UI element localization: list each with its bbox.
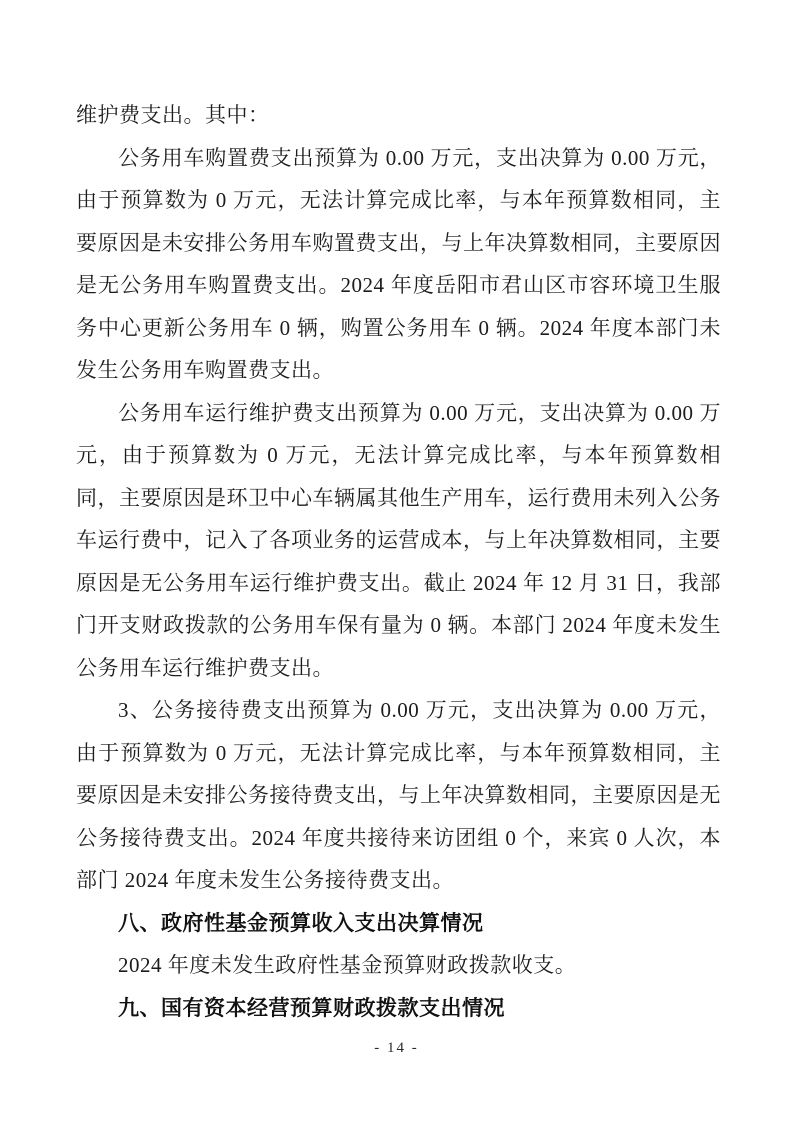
paragraph-official-reception-expense: 3、公务接待费支出预算为 0.00 万元，支出决算为 0.00 万元，由于预算数为 0 万元，无法计算完成比率，与本年预算数相同，主要原因是未安排公务接待费支出，与上年决算数相同，主要原因是无公务接待费支出。2024 年度共接待来访团组 0 个，来宾 0 人次，本部门 2024 年度未发生公务接待费支出。 <box>76 698 721 892</box>
heading-section-9-state-capital-budget: 九、国有资本经营预算财政拨款支出情况 <box>118 995 505 1020</box>
page-number: - 14 - <box>374 1040 419 1056</box>
paragraph-vehicle-operation-maintenance-expense: 公务用车运行维护费支出预算为 0.00 万元，支出决算为 0.00 万元，由于预算数为 0 万元，无法计算完成比率，与本年预算数相同，主要原因是环卫中心车辆属其他生产用车，运行费用未列入公务车运行费中，记入了各项业务的运营成本，与上年决算数相同，主要原因是无公务用车运行维护费支出。截止 2024 年 12 月 31 日，我部门开支财政拨款的公务用车保有量为 0 辆。本部门 2024 年度未发生公务用车运行维护费支出。 <box>76 400 721 680</box>
page-body <box>76 94 721 1029</box>
paragraph-vehicle-purchase-expense: 公务用车购置费支出预算为 0.00 万元，支出决算为 0.00 万元，由于预算数为 0 万元，无法计算完成比率，与本年预算数相同，主要原因是未安排公务用车购置费支出，与上年决算数相同，主要原因是无公务用车购置费支出。2024 年度岳阳市君山区市容环境卫生服务中心更新公务用车 0 辆，购置公务用车 0 辆。2024 年度本部门未发生公务用车购置费支出。 <box>76 145 721 382</box>
heading-section-8-government-fund-budget: 八、政府性基金预算收入支出决算情况 <box>118 910 484 935</box>
paragraph-continuation: 维护费支出。其中： <box>76 103 270 127</box>
paragraph-government-fund-budget: 2024 年度未发生政府性基金预算财政拨款收支。 <box>118 953 577 977</box>
